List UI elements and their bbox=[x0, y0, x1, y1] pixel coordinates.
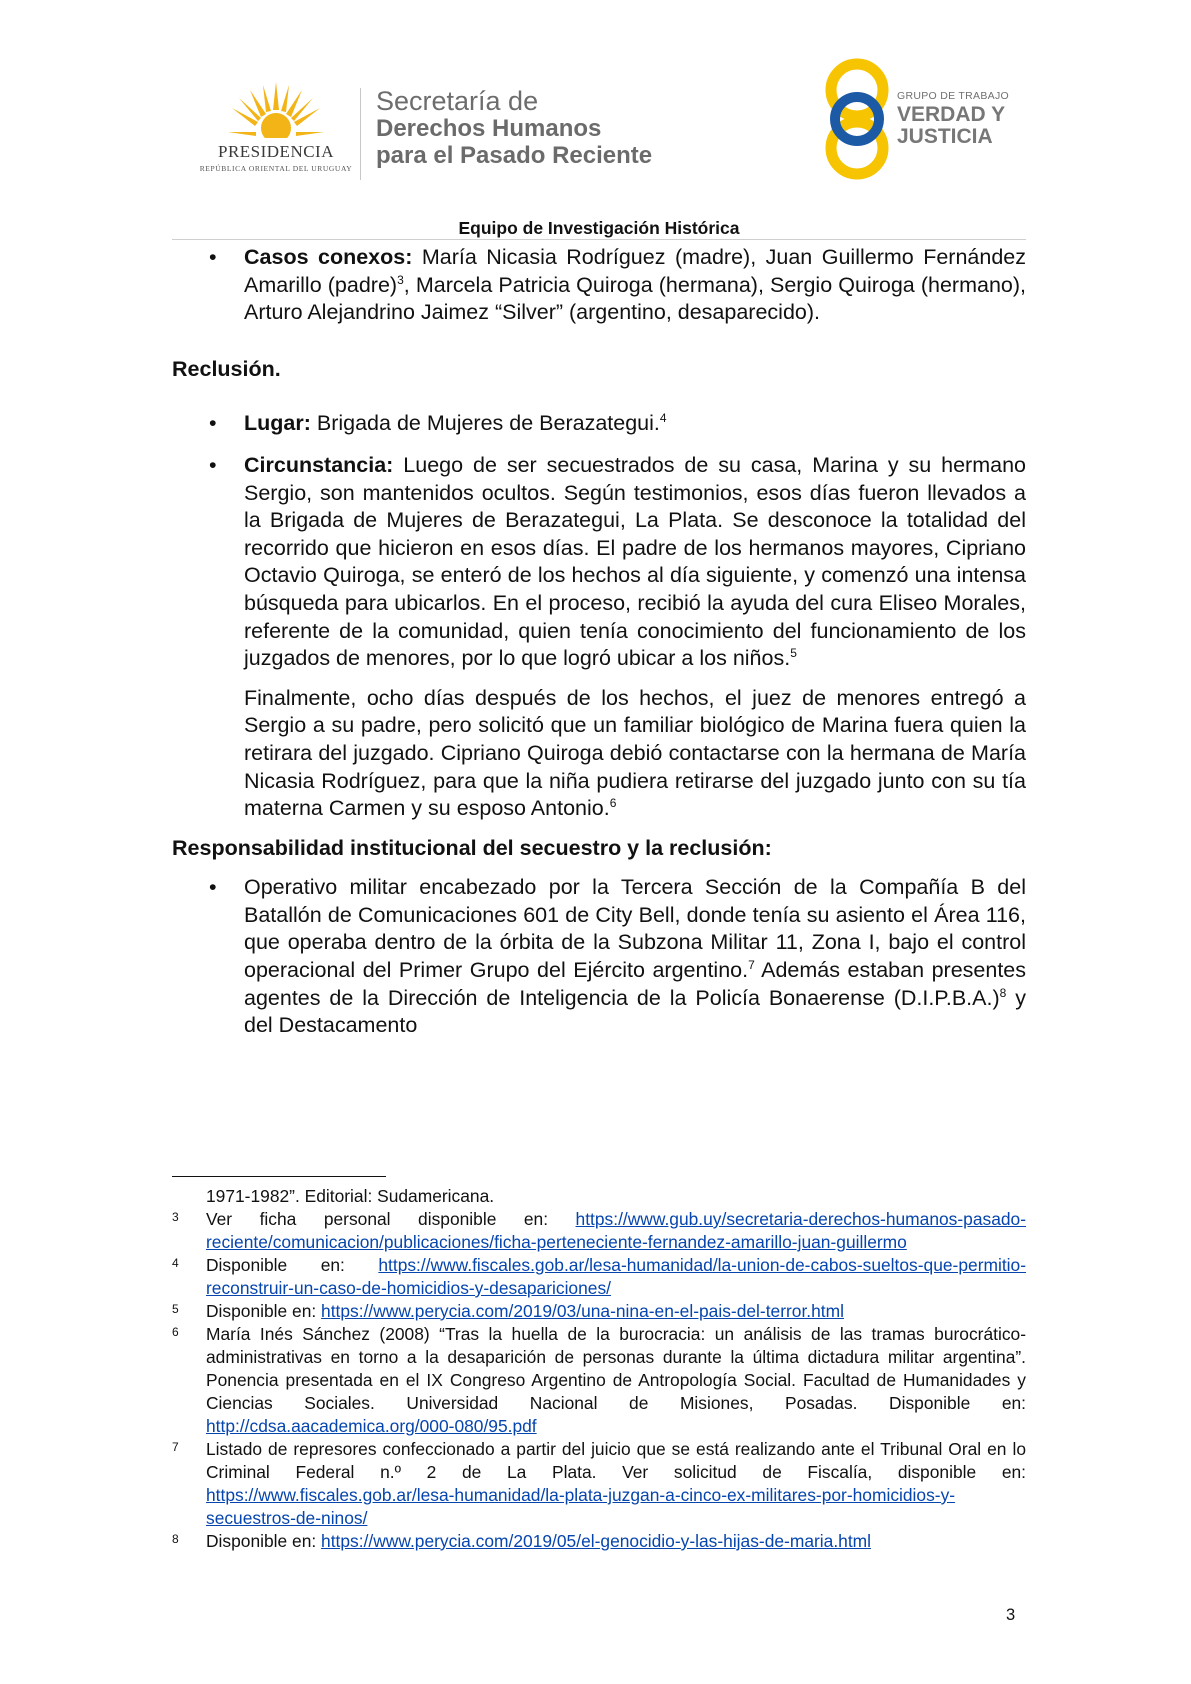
footnote-6 bbox=[172, 1323, 1026, 1438]
circunstancia-label: Circunstancia: bbox=[244, 452, 394, 477]
presidencia-name: PRESIDENCIA bbox=[217, 142, 334, 161]
footnote-ref: 5 bbox=[790, 645, 797, 660]
page-number: 3 bbox=[1006, 1606, 1016, 1624]
footnote-link[interactable]: http://cdsa.aacademica.org/000-080/95.pdf bbox=[206, 1416, 537, 1436]
circunstancia-continuation bbox=[172, 685, 1026, 823]
footnote-ref: 7 bbox=[748, 957, 755, 972]
footnote-number: 6 bbox=[172, 1325, 179, 1339]
footnote-link[interactable]: https://www.gub.uy/secretaria-derechos-humanos-pasado-reciente/comunicacion/publicaciones/ficha-perteneciente-fernandez-amarillo-juan-guillermo bbox=[206, 1209, 1026, 1252]
footnote-link[interactable]: https://www.fiscales.gob.ar/lesa-humanidad/la-union-de-cabos-sueltos-que-permitio-reconstruir-un-caso-de-homicidios-y-desapariciones/ bbox=[206, 1255, 1026, 1298]
presidencia-subtitle: REPÚBLICA ORIENTAL DEL URUGUAY bbox=[199, 164, 353, 173]
final-text: Finalmente, ocho días después de los hechos, el juez de menores entregó a Sergio a su padre, pero solicitó que un familiar biológico de Marina fuera quien la retirara del juzgado. Cipriano Quiroga debió contactarse con la hermana de María Nicasia Rodríguez, para que la niña pudiera retirarse del juzgado junto con su tía materna Carmen y su esposo Antonio. bbox=[244, 685, 1026, 821]
footnote-number: 7 bbox=[172, 1440, 179, 1454]
footnote-5 bbox=[172, 1300, 1026, 1323]
footnote-3 bbox=[172, 1208, 1026, 1254]
footnote-number: 4 bbox=[172, 1256, 179, 1270]
operativo-text-b: Además estaban presentes agentes de la Dirección de Inteligencia de la Policía Bonaerense (D.I.P.B.A.) bbox=[244, 958, 1026, 1010]
lugar-item bbox=[172, 410, 1026, 438]
bullet-icon: • bbox=[209, 452, 217, 477]
footnote-ref: 6 bbox=[609, 795, 617, 810]
document-body bbox=[172, 244, 1026, 1040]
footnote-text: Disponible en: bbox=[206, 1531, 322, 1551]
casos-label: Casos conexos: bbox=[244, 245, 413, 269]
linked-rings-icon bbox=[820, 56, 894, 182]
bullet-icon: • bbox=[209, 245, 217, 269]
header-rule bbox=[172, 239, 1026, 240]
footnote-link[interactable]: https://www.perycia.com/2019/05/el-genocidio-y-las-hijas-de-maria.html bbox=[321, 1531, 872, 1551]
footnotes bbox=[172, 1185, 1026, 1553]
bullet-icon: • bbox=[209, 411, 217, 436]
secretaria-line-3: para el Pasado Reciente bbox=[376, 142, 653, 169]
footnote-separator bbox=[172, 1176, 386, 1177]
footnote-link[interactable]: https://www.perycia.com/2019/03/una-nina-en-el-pais-del-terror.html bbox=[321, 1301, 844, 1321]
sun-emblem-icon bbox=[228, 82, 324, 142]
circunstancia-item bbox=[172, 452, 1026, 673]
vyj-line-2: VERDAD Y bbox=[897, 103, 1006, 126]
operativo-text-c: y del Destacamento bbox=[244, 985, 1026, 1038]
casos-text-b: , Marcela Patricia Quiroga (hermana), Sergio Quiroga (hermano), Arturo Alejandrino Jaimez “Silver” (argentino, desaparecido). bbox=[244, 272, 1026, 325]
lugar-label: Lugar: bbox=[244, 411, 311, 436]
casos-conexos-item bbox=[172, 244, 1026, 327]
footnote-7 bbox=[172, 1438, 1026, 1530]
secretaria-line-2: Derechos Humanos bbox=[376, 115, 602, 142]
operativo-text-a: Operativo militar encabezado por la Tercera Sección de la Compañía B del Batallón de Comunicaciones 601 de City Bell, donde tenía su asiento el Área 116, que operaba dentro de la órbita de la Subzona Militar 11, Zona I, bajo el control operacional del Primer Grupo del Ejército argentino. bbox=[244, 875, 1026, 983]
footnote-text: Disponible en: bbox=[206, 1301, 322, 1321]
footnote-cont-text: 1971-1982”. Editorial: Sudamericana. bbox=[206, 1186, 495, 1206]
footnote-text: Ver ficha personal disponible en: bbox=[206, 1209, 576, 1229]
vyj-line-1: GRUPO DE TRABAJO bbox=[897, 90, 1009, 102]
footnote-number: 8 bbox=[172, 1532, 179, 1546]
footnote-8 bbox=[172, 1530, 1026, 1553]
presidencia-logo bbox=[196, 82, 356, 182]
footnote-ref: 3 bbox=[397, 272, 404, 287]
casos-text-a: María Nicasia Rodríguez (madre), Juan Guillermo Fernández Amarillo (padre) bbox=[244, 245, 1026, 297]
header-divider bbox=[360, 88, 361, 180]
footnote-continuation bbox=[172, 1185, 1026, 1208]
footnote-number: 5 bbox=[172, 1302, 179, 1316]
secretaria-line-1: Secretaría de bbox=[376, 86, 539, 116]
footnote-link[interactable]: https://www.fiscales.gob.ar/lesa-humanidad/la-plata-juzgan-a-cinco-ex-militares-por-homicidios-y-secuestros-de-ninos/ bbox=[206, 1485, 956, 1528]
footnote-text: Listado de represores confeccionado a partir del juicio que se está realizando ante el Tribunal Oral en lo Criminal Federal n.º 2 de La Plata. Ver solicitud de Fiscalía, disponible en: bbox=[206, 1439, 1026, 1482]
reclusion-heading: Reclusión. bbox=[172, 356, 281, 381]
operativo-item bbox=[172, 874, 1026, 1040]
bullet-icon: • bbox=[209, 875, 217, 900]
secretaria-logo bbox=[376, 88, 716, 169]
vyj-line-3: JUSTICIA bbox=[897, 125, 993, 148]
footnote-number: 3 bbox=[172, 1210, 179, 1224]
footnote-text: María Inés Sánchez (2008) “Tras la huella de la burocracia: un análisis de las tramas burocrático-administrativas en torno a la desaparición de personas durante la última dictadura militar argentina”. Ponencia presentada en el IX Congreso Argentino de Antropología Social. Facultad de Humanidades y Ciencias Sociales. Universidad Nacional de Misiones, Posadas. Disponible en: bbox=[206, 1324, 1026, 1413]
team-title: Equipo de Investigación Histórica bbox=[458, 218, 740, 238]
responsabilidad-heading: Responsabilidad institucional del secuestro y la reclusión: bbox=[172, 835, 772, 860]
footnote-ref: 8 bbox=[999, 985, 1007, 1000]
footnote-ref: 4 bbox=[659, 411, 667, 426]
circunstancia-text: Luego de ser secuestrados de su casa, Marina y su hermano Sergio, son mantenidos ocultos. Según testimonios, esos días fueron llevados a la Brigada de Mujeres de Berazategui, La Plata. Se desconoce la totalidad del recorrido que hicieron en esos días. El padre de los hermanos mayores, Cipriano Octavio Quiroga, se enteró de los hechos al día siguiente, y comenzó una intensa búsqueda para ubicarlos. En el proceso, recibió la ayuda del cura Eliseo Morales, referente de la comunidad, quien tenía conocimiento del funcionamiento de los juzgados de menores, por lo que logró ubicar a los niños. bbox=[244, 452, 1026, 671]
footnote-text: Disponible en: bbox=[206, 1255, 379, 1275]
lugar-text: Brigada de Mujeres de Berazategui. bbox=[310, 411, 660, 436]
verdad-justicia-logo bbox=[820, 56, 1030, 186]
footnote-4 bbox=[172, 1254, 1026, 1300]
